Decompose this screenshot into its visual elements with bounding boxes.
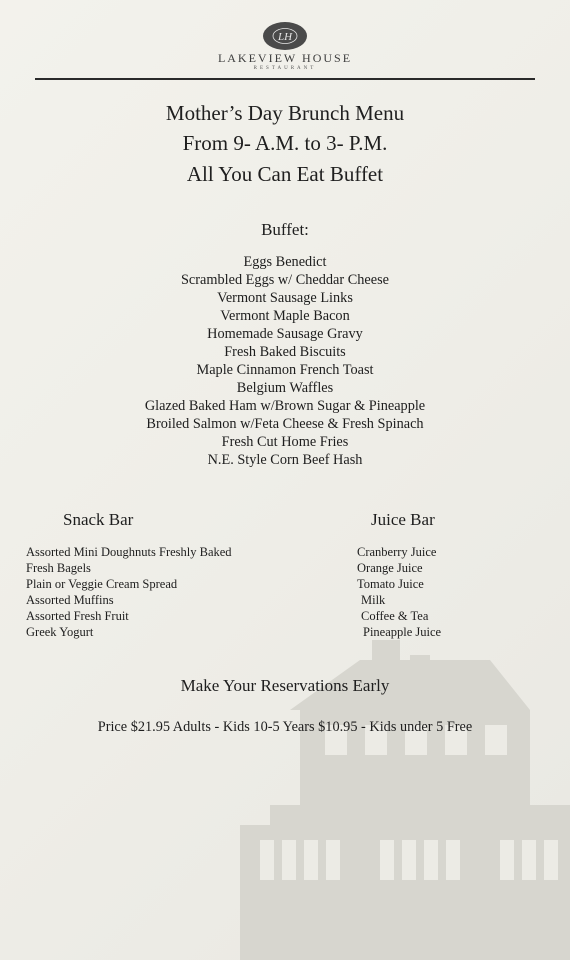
list-item: Pineapple Juice (363, 625, 442, 639)
snack-bar-heading: Snack Bar (63, 510, 134, 529)
list-item: Plain or Veggie Cream Spread (26, 577, 178, 591)
list-item: Fresh Bagels (26, 561, 91, 575)
list-item: Tomato Juice (357, 577, 424, 591)
list-item: Assorted Mini Doughnuts Freshly Baked (26, 545, 232, 559)
restaurant-subtitle: RESTAURANT (253, 66, 317, 71)
restaurant-logo-icon (263, 22, 307, 50)
buffet-heading: Buffet: (261, 220, 309, 239)
list-item: Cranberry Juice (357, 545, 437, 559)
list-item: Orange Juice (357, 561, 423, 575)
menu-title: Mother’s Day Brunch Menu (165, 101, 405, 125)
buffet-list (0, 253, 570, 469)
restaurant-name: LAKEVIEW HOUSE (217, 51, 353, 65)
list-item: Maple Cinnamon French Toast (196, 362, 374, 378)
juice-bar-list (357, 544, 441, 640)
list-item: Fresh Cut Home Fries (221, 434, 349, 450)
price-line: Price $21.95 Adults - Kids 10-5 Years $10.95 - Kids under 5 Free (97, 719, 473, 735)
list-item: Coffee & Tea (361, 609, 429, 623)
header-divider (35, 78, 535, 80)
list-item: N.E. Style Corn Beef Hash (207, 452, 363, 468)
list-item: Milk (361, 593, 386, 607)
svg-text:LH: LH (277, 31, 293, 43)
list-item: Vermont Sausage Links (217, 290, 353, 306)
list-item: Vermont Maple Bacon (220, 308, 350, 324)
list-item: Belgium Waffles (236, 380, 334, 396)
list-item: Scrambled Eggs w/ Cheddar Cheese (180, 272, 390, 288)
list-item: Homemade Sausage Gravy (207, 326, 363, 342)
list-item: Eggs Benedict (243, 254, 327, 270)
menu-hours: From 9- A.M. to 3- P.M. (182, 131, 388, 155)
list-item: Glazed Baked Ham w/Brown Sugar & Pineapple (144, 398, 426, 414)
menu-subtitle: All You Can Eat Buffet (186, 162, 384, 186)
building-watermark-icon (230, 600, 570, 960)
list-item: Broiled Salmon w/Feta Cheese & Fresh Spinach (146, 416, 424, 432)
list-item: Greek Yogurt (26, 625, 94, 639)
juice-bar-heading: Juice Bar (371, 510, 435, 529)
list-item: Assorted Fresh Fruit (26, 609, 129, 623)
list-item: Assorted Muffins (26, 593, 114, 607)
reservations-note: Make Your Reservations Early (180, 676, 390, 695)
snack-bar-list (26, 544, 232, 640)
list-item: Fresh Baked Biscuits (224, 344, 346, 360)
